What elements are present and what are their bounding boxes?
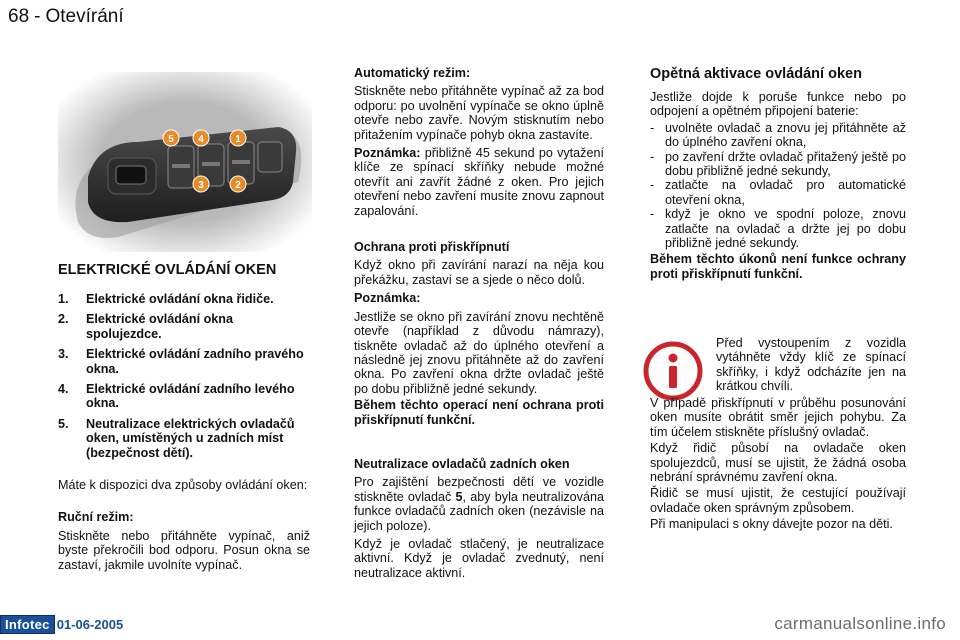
header-separator: -: [34, 6, 41, 27]
reactivation-warning: Během těchto úkonů není funkce ochrany proti přiskřípnutí funkční.: [650, 252, 906, 281]
badge-2: 2: [235, 180, 241, 191]
note-label: Poznámka:: [354, 146, 421, 161]
anti-pinch-title: Ochrana proti přiskřípnutí: [354, 240, 510, 255]
dash: -: [650, 120, 655, 135]
note-text: přibližně 45 sekund po vytažení klíče ze spínací skříňky nebude možné otevřít ani zavřít žádné z oken. Pro jejich otevření nebo zavření musíte znovu zapnout zapalování.: [354, 146, 604, 218]
step-text: uvolněte ovladač a znovu jej přitáhněte až do úplného zavření okna,: [665, 120, 906, 150]
window-switch-panel-photo: [58, 72, 312, 252]
step-text: když je okno ve spodní poloze, znovu zatlačte na ovladač a držte jej po dobu přibližně jedné sekundy.: [665, 207, 906, 251]
note2-text: Jestliže se okno při zavírání znovu nechtěně otevře (například z důvodu námrazy), tiskněte ovladač až do úplného otevření a následně jej znovu přitáhněte až do zavření okna. Po zavření okna držte ovladač ještě po dobu přibližně jedné sekundy.: [354, 309, 604, 396]
dash: -: [650, 207, 655, 222]
list-item: [58, 382, 310, 411]
page-header: [8, 6, 124, 28]
reactivation-steps: [650, 121, 906, 251]
footer-date: 01-06-2005: [56, 616, 124, 632]
badge-4: 4: [198, 134, 204, 145]
badge-5: 5: [168, 134, 174, 145]
anti-pinch-text: Když okno při zavírání narazí na něja kou překážku, zastaví se a sjede o něco dolů.: [354, 258, 604, 287]
controls-list: [58, 292, 310, 460]
list-item: [650, 178, 906, 207]
paragraph: V případě přiskřípnutí v průběhu posunování oken musíte obrátit směr jejich pohybu. Za tím účelem stiskněte příslušný ovladač.: [650, 396, 906, 439]
switch-panel-illustration: [58, 72, 312, 252]
manual-mode-text: Stiskněte nebo přitáhněte vypínač, aniž byste překročili bod odporu. Posun okna se zastaví, jakmile uvolníte vypínač.: [58, 528, 310, 572]
column-left: [58, 262, 310, 572]
list-item: [58, 292, 310, 306]
item-text: Elektrické ovládání okna spolujezdce.: [86, 312, 233, 341]
list-item: [650, 207, 906, 250]
item-number: 4.: [58, 382, 69, 397]
item-number: 1.: [58, 292, 69, 306]
paragraph: Když řidič působí na ovladače oken spolujezdců, musí se ujistit, že žádná osoba nebrání správnému zavření okna.: [650, 441, 906, 485]
info-icon: [641, 339, 705, 403]
item-number: 5.: [58, 416, 69, 431]
note-paragraph: [354, 146, 604, 218]
auto-mode-text: Stiskněte nebo přitáhněte vypínač až za bod odporu: po uvolnění vypínače se okno úplně otevře nebo zavře. Novým stisknutím nebo přitažením vypínače pohyb okna zastavíte.: [354, 84, 604, 142]
section-title: Otevírání: [45, 6, 124, 27]
dash: -: [650, 178, 655, 193]
list-item: [650, 150, 906, 179]
footer: [0, 614, 123, 634]
column-right: [650, 66, 906, 281]
paragraph: Řidič se musí ujistit, že cestující používají ovladače oken správným způsobem.: [650, 486, 906, 515]
paragraph: Při manipulaci s okny dávejte pozor na děti.: [650, 517, 893, 532]
watermark: carmanualsonline.info: [774, 614, 946, 633]
list-item: [650, 121, 906, 150]
column-middle: [354, 66, 604, 580]
auto-mode-title: Automatický režim:: [354, 66, 471, 80]
neutralization-title: Neutralizace ovladačů zadních oken: [354, 456, 570, 471]
item-number: 2.: [58, 312, 69, 327]
item-text: Elektrické ovládání okna řidiče.: [86, 292, 274, 306]
neutralization-text-2: Když je ovladač stlačený, je neutralizace aktivní. Když je ovladač zvednutý, není neutralizace aktivní.: [354, 536, 604, 580]
modes-intro: Máte k dispozici dva způsoby ovládání oken:: [58, 478, 308, 493]
list-item: [58, 347, 310, 376]
reactivation-intro: Jestliže dojde k poruše funkce nebo po odpojení a opětném připojení baterie:: [650, 90, 906, 119]
infotec-logo: Infotec: [0, 615, 55, 634]
step-text: po zavření držte ovladač přitažený ještě po dobu přibližně jedné sekundy,: [665, 149, 906, 179]
info-note: Před vystoupením z vozidla vytáhněte vždy klíč ze spínací skříňky, i když odcházíte jen na krátkou chvíli.: [716, 336, 906, 394]
list-item: [58, 417, 310, 460]
item-text: Neutralizace elektrických ovladačů oken, umístěných u zadních míst (bezpečnost dětí).: [86, 416, 295, 460]
list-item: [58, 312, 310, 341]
neutralization-text: [354, 475, 604, 533]
note2-warning: Během těchto operací není ochrana proti přiskřípnutí funkční.: [354, 398, 604, 427]
section-heading: ELEKTRICKÉ OVLÁDÁNÍ OKEN: [58, 262, 277, 278]
manual-mode-title: Ruční režim:: [58, 510, 134, 525]
dash: -: [650, 149, 655, 164]
item-text: Elektrické ovládání zadního levého okna.: [86, 382, 295, 411]
neutralization-text-a: Pro zajištění bezpečnosti dětí ve vozidle stiskněte ovladač: [354, 475, 604, 504]
item-text: Elektrické ovládání zadního pravého okna.: [86, 347, 304, 376]
item-number: 3.: [58, 347, 69, 362]
reactivation-title: Opětná aktivace ovládání oken: [650, 66, 862, 82]
neutralization-text-b: , aby byla neutralizována funkce ovladačů zadních oken (nezávisle na jejich poloze).: [354, 489, 604, 533]
step-text: zatlačte na ovladač pro automatické otevření okna,: [665, 178, 906, 207]
column-right-lower: [650, 396, 906, 532]
note2-title: Poznámka:: [354, 291, 421, 306]
neutralization-number: 5: [455, 489, 463, 504]
badge-1: 1: [235, 134, 241, 145]
page-number: 68: [8, 6, 30, 27]
badge-3: 3: [198, 180, 204, 191]
